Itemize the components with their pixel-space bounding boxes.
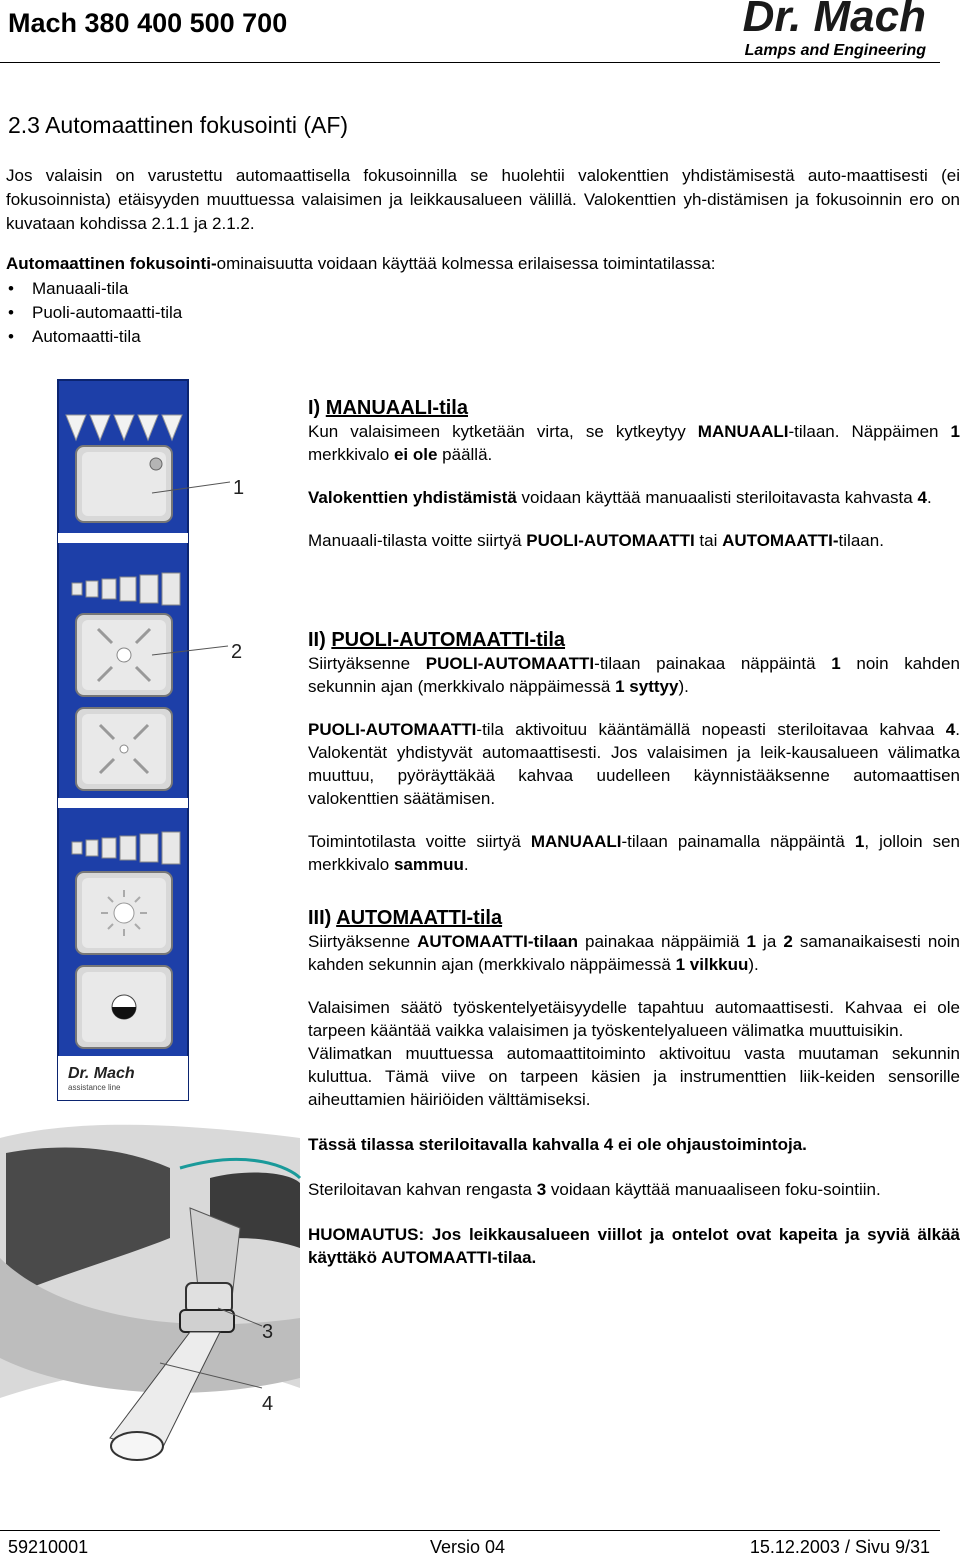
footer-date-page: 15.12.2003 / Sivu 9/31: [749, 1537, 930, 1557]
auto-paragraph-3: Välimatkan muuttuessa automaattitoiminto aktivoituu vasta muutaman sekunnin kuluttua. Tämä viive on tarpeen käsien ja instrumenttien liik-keiden sensorille aiheuttamien häiriöiden välttämiseksi.: [308, 1044, 960, 1109]
mode-manual-section: [308, 396, 960, 552]
brand-logo: Dr. Mach: [742, 0, 926, 41]
semi-paragraph-2: PUOLI-AUTOMAATTI-tila aktivoituu kääntämällä nopeasti steriloitavaa kahvaa 4. Valokentät yhdistyvät automaattisesti. Jos valaisimen ja leik-kausalueen välimatka muuttuu, pyöräyttäkää kahvaa uudelleen käynnistääksenne automaattisen valokenttien säätämisen.: [308, 720, 960, 808]
modes-list: [6, 277, 182, 349]
mode-manual-heading: [308, 396, 960, 420]
modes-intro: [6, 252, 960, 276]
callout-2: 2: [231, 641, 243, 663]
panel-logo-sub: assistance line: [68, 1083, 121, 1092]
mode-auto-num: III): [308, 907, 337, 929]
semi-paragraph-1: Siirtyäksenne PUOLI-AUTOMAATTI-tilaan painakaa näppäintä 1 noin kahden sekunnin ajan (merkkivalo näppäimessä 1 syttyy).: [308, 654, 960, 696]
footer-version: Versio 04: [430, 1537, 506, 1557]
brand-tagline: Lamps and Engineering: [744, 42, 926, 59]
mode-auto-section: [308, 906, 960, 1269]
modes-intro-bold: Automaattinen fokusointi-: [6, 254, 217, 273]
mode-semi-title: PUOLI-AUTOMAATTI-tila: [331, 629, 566, 651]
callout-4: 4: [262, 1393, 274, 1415]
mode-semi-section: [308, 628, 960, 876]
button-2-focus-expand: [76, 614, 172, 696]
callout-3: 3: [262, 1321, 274, 1343]
mode-semi-num: II): [308, 629, 332, 651]
button-endo-mode: [76, 966, 172, 1048]
semi-paragraph-3: Toimintotilasta voitte siirtyä MANUAALI-tilaan painamalla näppäintä 1, jolloin sen merkkivalo sammuu.: [308, 832, 960, 874]
header-models: Mach 380 400 500 700: [8, 8, 288, 38]
modes-intro-text: ominaisuutta voidaan käyttää kolmessa erilaisessa toimintatilassa:: [216, 254, 716, 273]
panel-logo: Dr. Mach: [68, 1065, 135, 1082]
section-title: 2.3 Automaattinen fokusointi (AF): [8, 112, 349, 138]
button-1-manual: [76, 446, 172, 522]
mode-item: • Puoli-automaatti-tila: [6, 301, 182, 325]
mode-item: • Automaatti-tila: [6, 325, 182, 349]
mode-auto-title: AUTOMAATTI-tila: [336, 907, 503, 929]
auto-paragraph-4: Tässä tilassa steriloitavalla kahvalla 4 ei ole ohjaustoimintoja.: [308, 1135, 807, 1154]
auto-paragraph-5: Steriloitavan kahvan rengasta 3 voidaan käyttää manuaaliseen foku-sointiin.: [308, 1180, 881, 1199]
auto-note: HUOMAUTUS: Jos leikkausalueen viillot ja ontelot ovat kapeita ja syviä älkää käyttäkö AUTOMAATTI-tilaa.: [308, 1225, 960, 1267]
mode-manual-num: I): [308, 397, 326, 419]
control-panel-figure: [0, 378, 306, 1490]
mode-manual-title: MANUAALI-tila: [325, 397, 468, 419]
lamp-handle-illustration: [0, 1125, 300, 1460]
footer-doc-number: 59210001: [8, 1537, 89, 1557]
callout-1: 1: [233, 477, 245, 499]
intro-paragraph: Jos valaisin on varustettu automaattisella fokusoinnilla se huolehtii valokenttien yhdistämisestä auto-maattisesti (ei fokusoinnista) etäisyyden muuttuessa valaisimen ja leikkausalueen välillä. Valokenttien yh-distämisen ja fokusoinnin ero on kuvataan kohdissa 2.1.1 ja 2.1.2.: [6, 166, 960, 233]
manual-paragraph-3: Manuaali-tilasta voitte siirtyä PUOLI-AUTOMAATTI tai AUTOMAATTI-tilaan.: [308, 531, 884, 550]
mode-auto-heading: [308, 906, 960, 930]
mode-semi-heading: [308, 628, 960, 652]
button-light-intensity: [76, 872, 172, 954]
auto-paragraph-2: Valaisimen säätö työskentelyetäisyydelle tapahtuu automaattisesti. Kahvaa ei ole tarpeen kääntää vaikka valaisimen ja työskentelyalueen välimatka muuttuisikin.: [308, 998, 960, 1040]
manual-paragraph-2: Valokenttien yhdistämistä voidaan käyttää manuaalisti steriloitavasta kahvasta 4.: [308, 488, 932, 507]
manual-paragraph-1: Kun valaisimeen kytketään virta, se kytkeytyy MANUAALI-tilaan. Näppäimen 1 merkkivalo ei ole päällä.: [308, 422, 960, 464]
footer-divider: [0, 1530, 940, 1531]
header-divider: [0, 62, 940, 63]
mode-item: • Manuaali-tila: [6, 277, 182, 301]
auto-paragraph-1: Siirtyäksenne AUTOMAATTI-tilaan painakaa näppäimiä 1 ja 2 samanaikaisesti noin kahden sekunnin ajan (merkkivalo näppäimessä 1 vilkkuu).: [308, 932, 960, 974]
button-focus-contract: [76, 708, 172, 790]
